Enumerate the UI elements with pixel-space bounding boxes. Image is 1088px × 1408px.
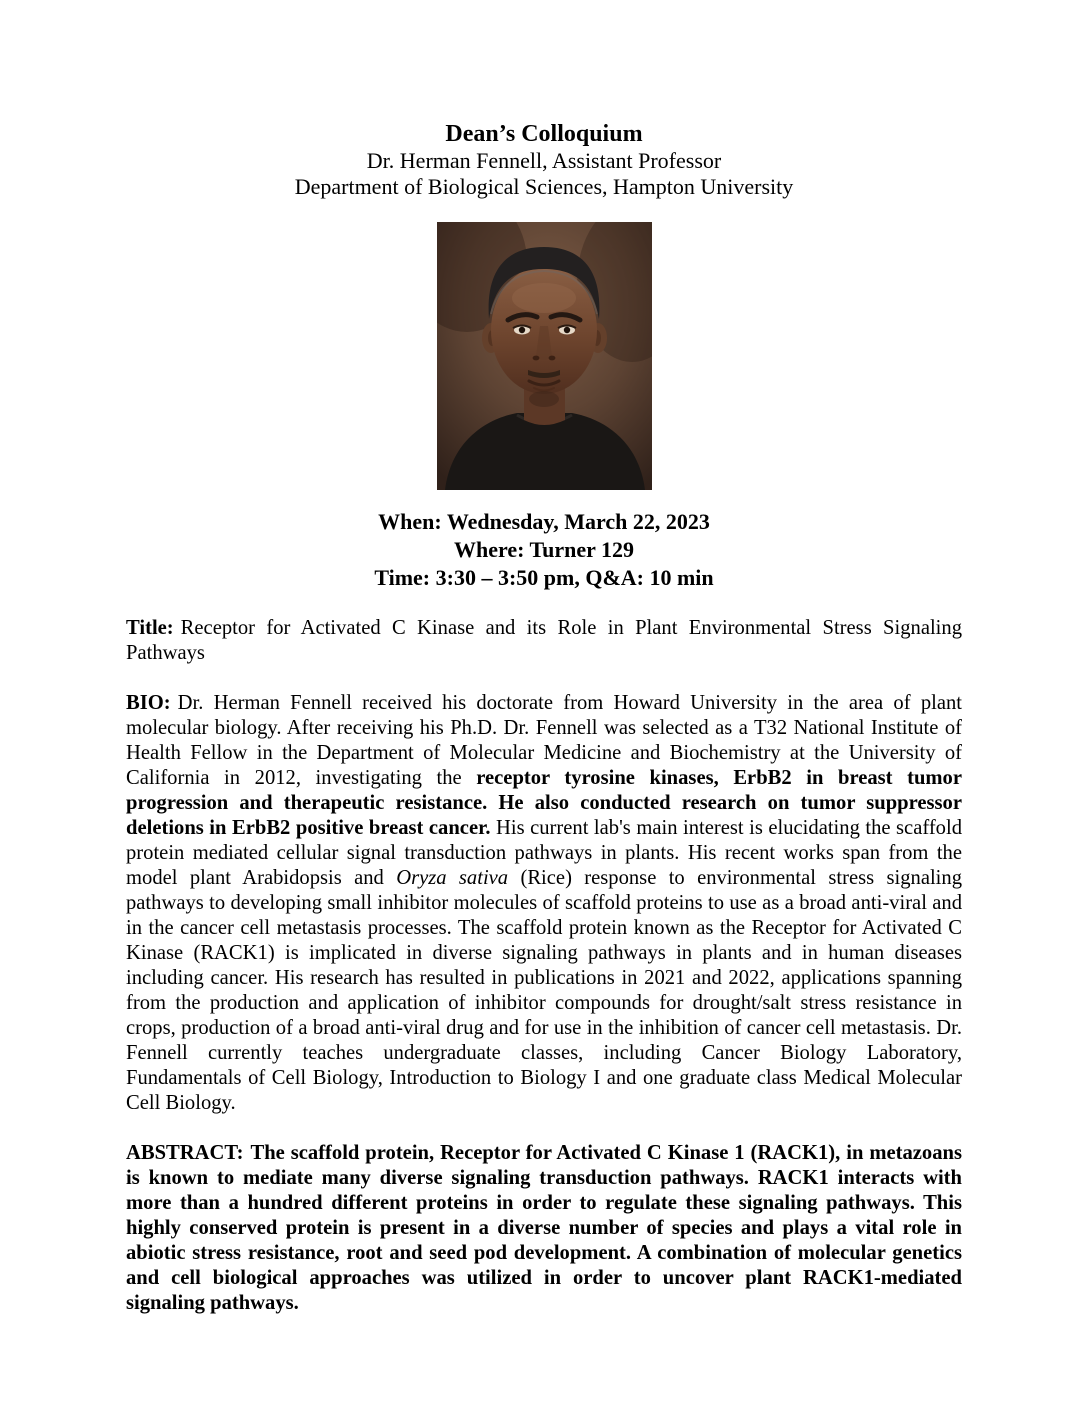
abstract-label: ABSTRACT: — [126, 1142, 244, 1164]
event-when: When: Wednesday, March 22, 2023 — [378, 509, 710, 534]
bio-text-3: (Rice) response to environmental stress signaling pathways to developing small inhibitor molecules of scaffold proteins to use as a broad anti-viral and in the cancer cell metastasis processes. The scaffold protein known as the Receptor for Activated C Kinase (RACK1) is implicated in diverse signaling pathways in plants and in human diseases including cancer. His research has resulted in publications in 2021 and 2022, applications spanning from the production and application of inhibitor compounds for drought/salt stress resistance in crops, production of a broad anti-viral drug and for use in the inhibition of cancer cell metastasis. Dr. Fennell currently teaches undergraduate classes, including Cancer Biology Laboratory, Fundamentals of Cell Biology, Introduction to Biology I and one graduate class Medical Molecular Cell Biology. — [126, 867, 963, 1114]
abstract-text: The scaffold protein, Receptor for Activated C Kinase 1 (RACK1), in metazoans is known to mediate many diverse signaling transduction pathways. RACK1 interacts with more than a hundred different proteins in order to regulate these signaling pathways. This highly conserved protein is present in a diverse number of species and plays a vital role in abiotic stress resistance, root and seed pod development. A combination of molecular genetics and cell biological approaches was utilized in order to uncover plant RACK1-mediated signaling pathways. — [126, 1142, 962, 1314]
abstract-paragraph — [126, 1141, 962, 1316]
event-where: Where: Turner 129 — [453, 537, 635, 562]
bio-paragraph — [126, 691, 962, 1116]
speaker-name: Dr. Herman Fennell, Assistant Professor — [366, 148, 722, 173]
event-details — [126, 508, 962, 592]
bio-text-1: Dr. Herman Fennell received his doctorate from Howard University in the area of plant molecular biology. After receiving his Ph.D. Dr. Fennell was selected as a T32 National Institute of Health Fellow in the Department of Molecular Medicine and Biochemistry at the University of California in 2012, investigating the — [126, 692, 962, 789]
talk-title-text: Receptor for Activated C Kinase and its Role in Plant Environmental Stress Signaling Pathways — [126, 617, 962, 664]
document-header — [126, 120, 962, 200]
event-time: Time: 3:30 – 3:50 pm, Q&A: 10 min — [374, 565, 714, 590]
bio-text-2: His current lab's main interest is elucidating the scaffold protein mediated cellular signal transduction pathways in plants. His recent works span from the model plant Arabidopsis and — [126, 817, 962, 889]
bio-species-name: Oryza sativa — [396, 867, 509, 889]
bio-label: BIO: — [126, 692, 171, 714]
speaker-photo — [437, 222, 652, 490]
title-label: Title: — [126, 617, 174, 639]
portrait-illustration — [437, 222, 652, 490]
talk-title-paragraph — [126, 616, 962, 666]
bio-bold-run: receptor tyrosine kinases, ErbB2 in breast tumor progression and therapeutic resistance. He also conducted research on tumor suppressor deletions in ErbB2 positive breast cancer. — [126, 767, 962, 839]
page-title: Dean’s Colloquium — [445, 121, 643, 147]
speaker-affiliation: Department of Biological Sciences, Hampton University — [294, 174, 794, 199]
